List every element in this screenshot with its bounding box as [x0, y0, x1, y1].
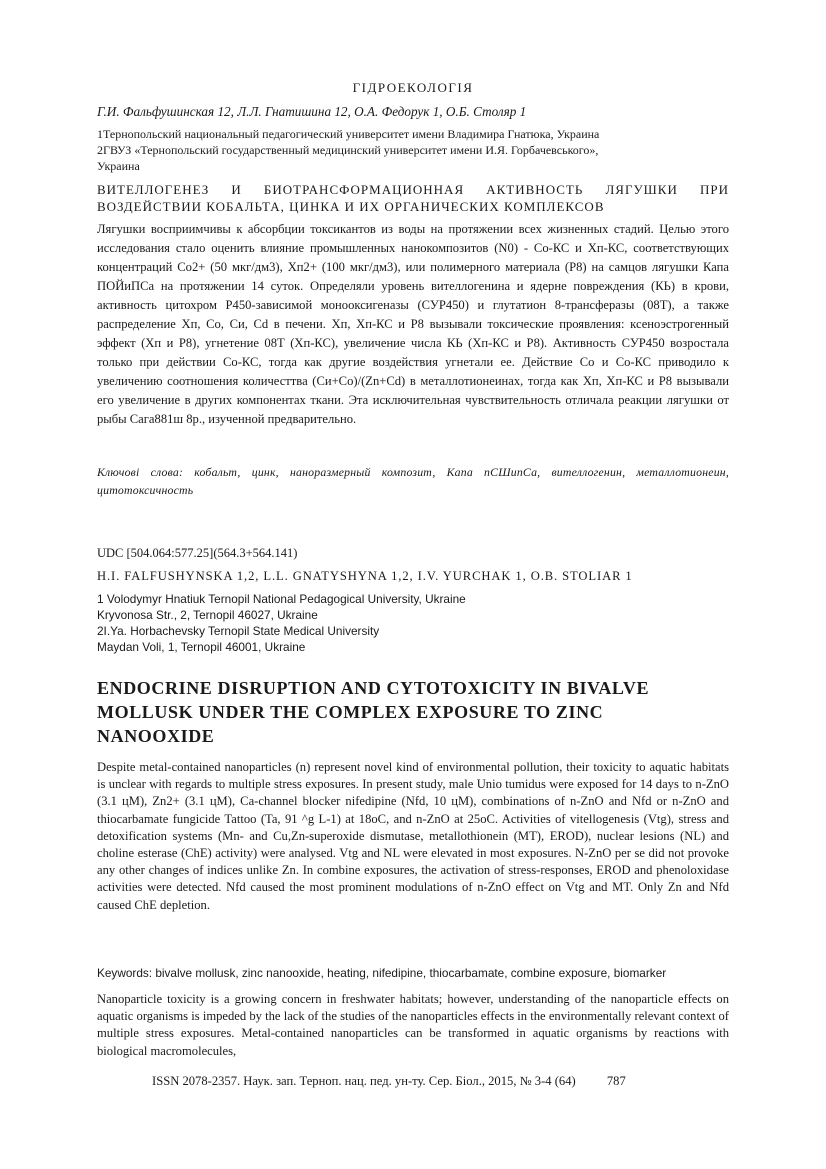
ru-authors: Г.И. Фальфушинская 12, Л.Л. Гнатишина 12, О.А. Федорук 1, О.Б. Столяр 1	[97, 104, 527, 119]
journal-citation: ISSN 2078-2357. Наук. зап. Терноп. нац. пед. ун-ту. Сер. Біол., 2015, № 3-4 (64)	[152, 1074, 576, 1088]
ru-keywords: Ключові слова: кобальт, цинк, наноразмерный композит, Капа пСШипСа, вителлогенин, металлотионеин, цитотоксичность	[97, 465, 729, 497]
en-abstract: Despite metal-contained nanoparticles (n) represent novel kind of environmental pollution, their toxicity to aquatic habitats is unclear with regards to multiple stress exposures. In present study, male Unio tumidus were exposed for 14 days to n-ZnO (3.1 цM), Zn2+ (3.1 цM), Ca-channel blocker nifedipine (Nfd, 10 цM), combinations of n-ZnO and Nfd or n-ZnO and thiocarbamate fungicide Tattoo (Ta, 91 ^g L-1) at 18oC, and n-ZnO at 25oC. Activities of vitellogenesis (Vtg), stress and detoxification systems (Mn- and Cu,Zn-superoxide dismutase, metallothionein (MT), EROD), nuclear lesions (NL) and choline esterase (ChE) activity) were analysed. Vtg and NL were elevated in most exposures. N-ZnO per se did not provoke any other changes of indices unlike Zn. In combine exposures, the activation of stress-responses, EROD and phenoloxidase activities were detected. Nfd caused the most prominent modulations of n-ZnO effect on Vtg and MT. Only Zn and Nfd caused ChE depletion.	[97, 760, 729, 912]
udc-code: UDC [504.064:577.25](564.3+564.141)	[97, 546, 298, 560]
en-keywords: Keywords: bivalve mollusk, zinc nanooxide, heating, nifedipine, thiocarbamate, combine exposure, biomarker	[97, 966, 667, 980]
ru-article-title: ВИТЕЛЛОГЕНЕЗ И БИОТРАНСФОРМАЦИОННАЯ АКТИВНОСТЬ ЛЯГУШКИ ПРИ ВОЗДЕЙСТВИИ КОБАЛЬТА, ЦИНКА И ИХ ОРГАНИЧЕСКИХ КОМПЛЕКСОВ	[97, 182, 729, 214]
ru-affiliation-1: 1Тернопольский национальный педагогический университет имени Владимира Гнатюка, Украина	[97, 127, 600, 141]
en-affiliation-1-address: Kryvonosa Str., 2, Ternopil 46027, Ukraine	[97, 608, 318, 622]
en-affiliation-2: 2I.Ya. Horbachevsky Ternopil State Medical University	[97, 624, 380, 638]
en-title-line-3: NANOOXIDE	[97, 726, 215, 746]
ru-affiliation-3: Украина	[97, 159, 140, 173]
en-article-title	[97, 676, 729, 748]
ru-abstract: Лягушки восприимчивы к абсорбции токсикантов из воды на протяжении всех жизненных стадий. Целью этого исследования стало оценить влияние промышленных нанокомпозитов (N0) - Со-КС и Хп-КС, соответствующих концентраций Со2+ (50 мкг/дм3), Хп2+ (100 мкг/дм3), или полимерного материала (Р8) на самцов лягушки Капа ПОЙиПСа на протяжении 14 суток. Определяли уровень вителлогенина и ядерне повреждения (КЬ) в крови, активность цитохром Р450-зависимой монооксигеназы (СУР450) и глутатион 8-трансферазы (08Т), а также распределение Хп, Со, Си, Сd в печени. Хп, Хп-КС и Р8 вызывали токсические проявления: ксеноэстрогенный эффект (Хп и Р8), угнетение 08Т (Хп-КС), увеличение числа КЬ (Хп-КС и Р8). Активность СУР450 возростала только при действии Со-КС, тогда как другие воздействия угнетали ее. Действие Со и Со-КС приводило к увеличению соотношения количесттва (Си+Со)/(Zn+Сd) в металлотионеинах, тогда как Хп, Хп-КС и Р8 вызывали его увеличение в других компонентах ткани. Эта исключительная чувствительность отличала реакции лягушки от рыбы Сага881ш 8р., изученной предварительно.	[97, 222, 729, 426]
ru-affiliation-2: 2ГВУЗ «Тернопольский государственный медицинский университет имени И.Я. Горбачевського»,	[97, 143, 599, 157]
en-affiliations	[97, 591, 729, 655]
en-title-line-2: MOLLUSK UNDER THE COMPLEX EXPOSURE TO ZINC	[97, 702, 604, 722]
en-affiliation-2-address: Maydan Voli, 1, Ternopil 46001, Ukraine	[97, 640, 306, 654]
page-number: 787	[606, 1074, 626, 1088]
en-affiliation-1: 1 Volodymyr Hnatiuk Ternopil National Pedagogical University, Ukraine	[97, 592, 466, 606]
section-title: ГІДРОЕКОЛОГІЯ	[352, 80, 474, 95]
intro-paragraph: Nanoparticle toxicity is a growing concern in freshwater habitats; however, understanding of the nanoparticle effects on aquatic organisms is impeded by the lack of the studies of the nanoparticles effects in the environmentally relevant context of multiple stress exposures. Metal-contained nanoparticles can be transformed in aquatic organisms by reactions with biological macromolecules,	[97, 992, 729, 1058]
ru-affiliations	[97, 126, 729, 174]
en-title-line-1: ENDOCRINE DISRUPTION AND CYTOTOXICITY IN BIVALVE	[97, 678, 650, 698]
page-footer	[152, 1074, 712, 1089]
en-authors: H.I. FALFUSHYNSKA 1,2, L.L. GNATYSHYNA 1,2, I.V. YURCHAK 1, O.B. STOLIAR 1	[97, 569, 633, 583]
